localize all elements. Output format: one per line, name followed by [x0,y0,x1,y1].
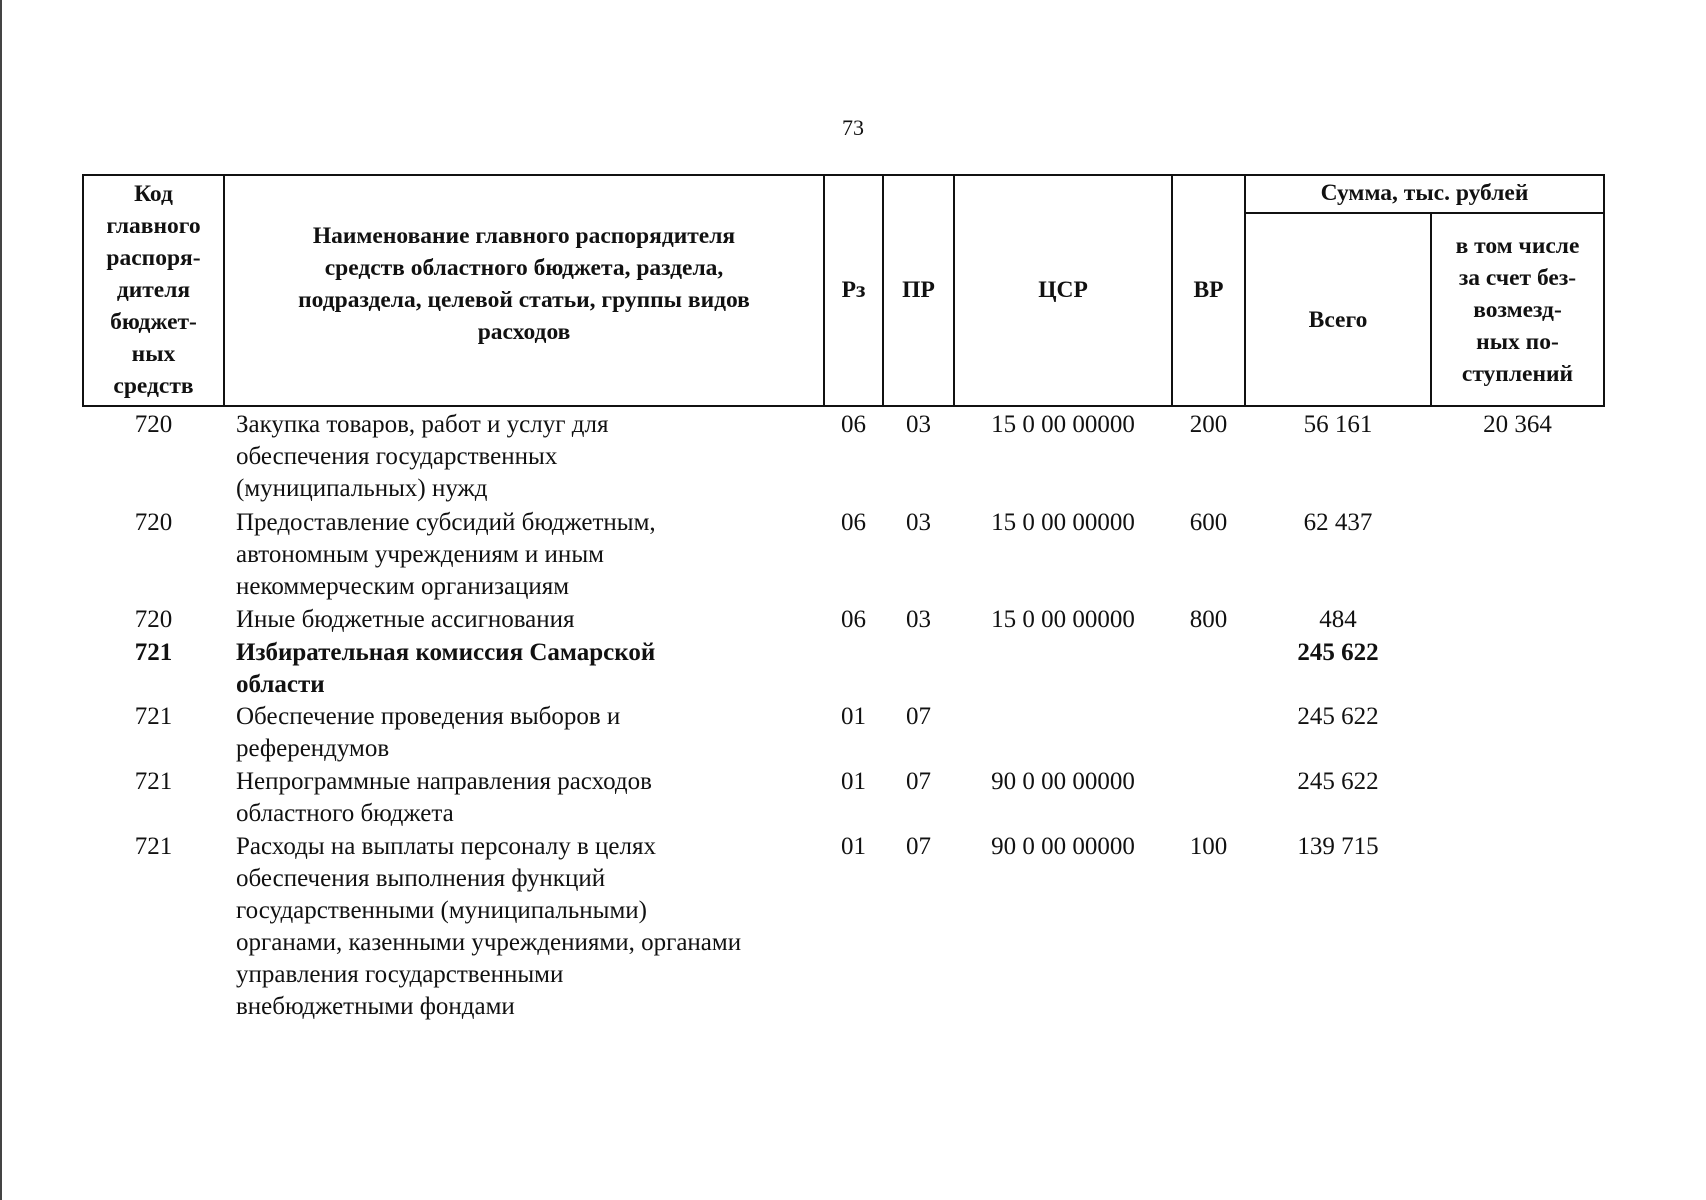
row-total: 245 622 [1297,703,1379,730]
row-name: Иные бюджетные ассигнования [236,606,575,633]
row-name: Расходы на выплаты персоналу в целях обеспечения выполнения функций государственными (муниципальными) органами, казенными учреждениями, органами управления государственными внебюджетными фондами [236,833,742,1020]
header-code: Код главного распоря- дителя бюджет- ных средств [106,180,201,399]
header-sum: Сумма, тыс. рублей [1320,180,1529,206]
row-code: 721 [134,833,173,860]
header-right-border [1603,174,1605,407]
row-vr: 200 [1189,411,1228,438]
row-rz: 01 [841,833,866,860]
header-rz: Рз [841,276,866,303]
header-pr: ПР [902,276,935,303]
row-code: 721 [134,703,173,730]
row-code: 721 [134,639,173,666]
row-pr: 03 [906,509,931,536]
row-total: 245 622 [1297,768,1379,795]
header-csr: ЦСР [1038,276,1088,303]
row-csr: 15 0 00 00000 [991,411,1135,438]
table-header [82,174,1605,407]
row-csr: 15 0 00 00000 [991,606,1135,633]
header-vr: ВР [1193,276,1224,303]
row-total: 484 [1319,606,1357,633]
row-total: 56 161 [1303,411,1373,438]
row-name: Обеспечение проведения выборов и референдумов [236,703,621,762]
header-bottom-border [82,405,1605,407]
header-name: Наименование главного распорядителя средств областного бюджета, раздела, подраздела, целевой статьи, группы видов расходов [298,223,750,345]
row-code: 720 [134,509,173,536]
row-csr: 90 0 00 00000 [991,768,1135,795]
row-name: Закупка товаров, работ и услуг для обеспечения государственных (муниципальных) нужд [236,411,609,502]
row-total: 245 622 [1297,639,1379,666]
header-total: Всего [1308,306,1368,333]
row-csr: 90 0 00 00000 [991,833,1135,860]
row-rz: 06 [841,509,866,536]
row-pr: 07 [906,768,931,795]
row-pr: 07 [906,833,931,860]
page-number: 73 [842,115,864,140]
row-incl: 20 364 [1483,411,1552,438]
row-total: 139 715 [1297,833,1379,860]
row-name: Избирательная комиссия Самарской области [236,639,656,698]
row-rz: 01 [841,768,866,795]
row-rz: 01 [841,703,866,730]
row-name: Непрограммные направления расходов областного бюджета [236,768,652,827]
row-vr: 800 [1189,606,1228,633]
row-code: 720 [134,606,173,633]
row-pr: 03 [906,606,931,633]
row-rz: 06 [841,411,866,438]
page-edge-line [0,0,2,1200]
row-pr: 07 [906,703,931,730]
row-csr: 15 0 00 00000 [991,509,1135,536]
row-vr: 600 [1189,509,1228,536]
header-incl: в том числе за счет без- возмезд- ных по- ступлений [1455,232,1580,387]
row-rz: 06 [841,606,866,633]
row-pr: 03 [906,411,931,438]
row-name: Предоставление субсидий бюджетным, автономным учреждениям и иным некоммерческим организациям [236,509,656,600]
row-total: 62 437 [1303,509,1373,536]
row-code: 720 [134,411,173,438]
row-code: 721 [134,768,173,795]
row-vr: 100 [1189,833,1228,860]
